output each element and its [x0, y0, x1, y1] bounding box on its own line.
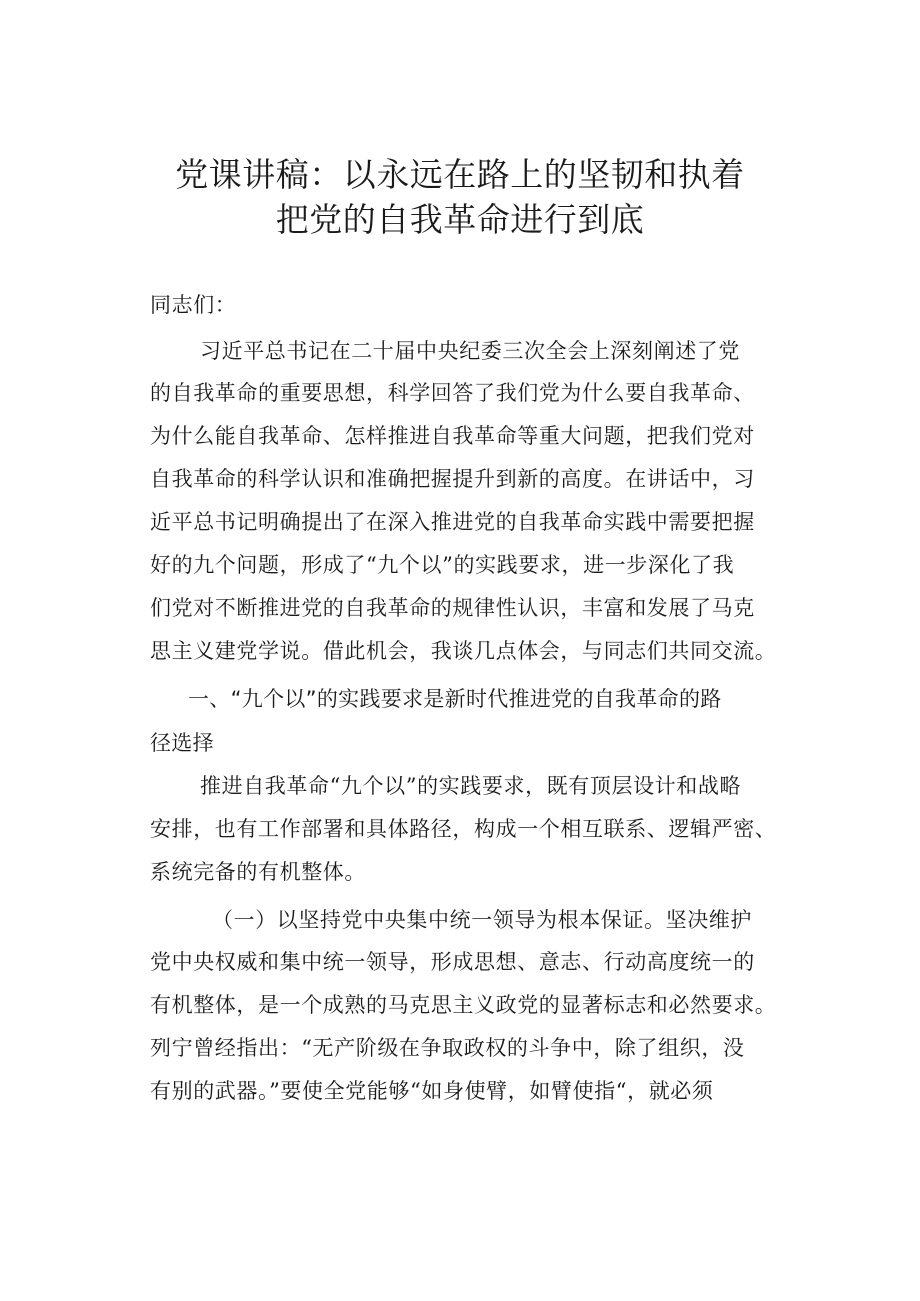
intro-line-2: 的自我革命的重要思想，科学回答了我们党为什么要自我革命、 — [150, 381, 755, 405]
section-1-heading-line-1: 一、“九个以”的实践要求是新时代推进党的自我革命的路 — [188, 687, 722, 711]
subsection-1-line-4: 列宁曾经指出：“无产阶级在争取政权的斗争中，除了组织，没 — [150, 1036, 745, 1060]
section-1-heading-line-2: 径选择 — [150, 731, 214, 755]
section-1-line-2: 安排，也有工作部署和具体路径，构成一个相互联系、逻辑严密、 — [150, 817, 777, 841]
subsection-1-line-2: 党中央权威和集中统一领导，形成思想、意志、行动高度统一的 — [150, 950, 755, 974]
intro-line-6: 好的九个问题，形成了“九个以”的实践要求，进一步深化了我 — [150, 553, 735, 577]
section-1-line-3: 系统完备的有机整体。 — [150, 860, 366, 884]
document-title-line-1: 党课讲稿：以永远在路上的坚韧和执着 — [175, 155, 745, 194]
intro-line-3: 为什么能自我革命、怎样推进自我革命等重大问题，把我们党对 — [150, 424, 755, 448]
intro-line-7: 们党对不断推进党的自我革命的规律性认识，丰富和发展了马克 — [150, 596, 755, 620]
intro-line-1: 习近平总书记在二十届中央纪委三次全会上深刻阐述了党 — [200, 339, 740, 363]
section-1-line-1: 推进自我革命“九个以”的实践要求，既有顶层设计和战略 — [200, 774, 742, 798]
salutation: 同志们： — [150, 293, 237, 317]
subsection-1-line-3: 有机整体，是一个成熟的马克思主义政党的显著标志和必然要求。 — [150, 993, 777, 1017]
intro-line-8: 思主义建党学说。借此机会，我谈几点体会，与同志们共同交流。 — [150, 639, 777, 663]
subsection-1-line-5: 有别的武器。”要使全党能够“如身使臂，如臂使指“，就必须 — [150, 1079, 714, 1103]
document-title-line-2: 把党的自我革命进行到底 — [275, 200, 645, 239]
intro-line-4: 自我革命的科学认识和准确把握提升到新的高度。在讲话中，习 — [150, 467, 755, 491]
intro-line-5: 近平总书记明确提出了在深入推进党的自我革命实践中需要把握 — [150, 510, 755, 534]
subsection-1-line-1: （一）以坚持党中央集中统一领导为根本保证。坚决维护 — [212, 908, 752, 932]
